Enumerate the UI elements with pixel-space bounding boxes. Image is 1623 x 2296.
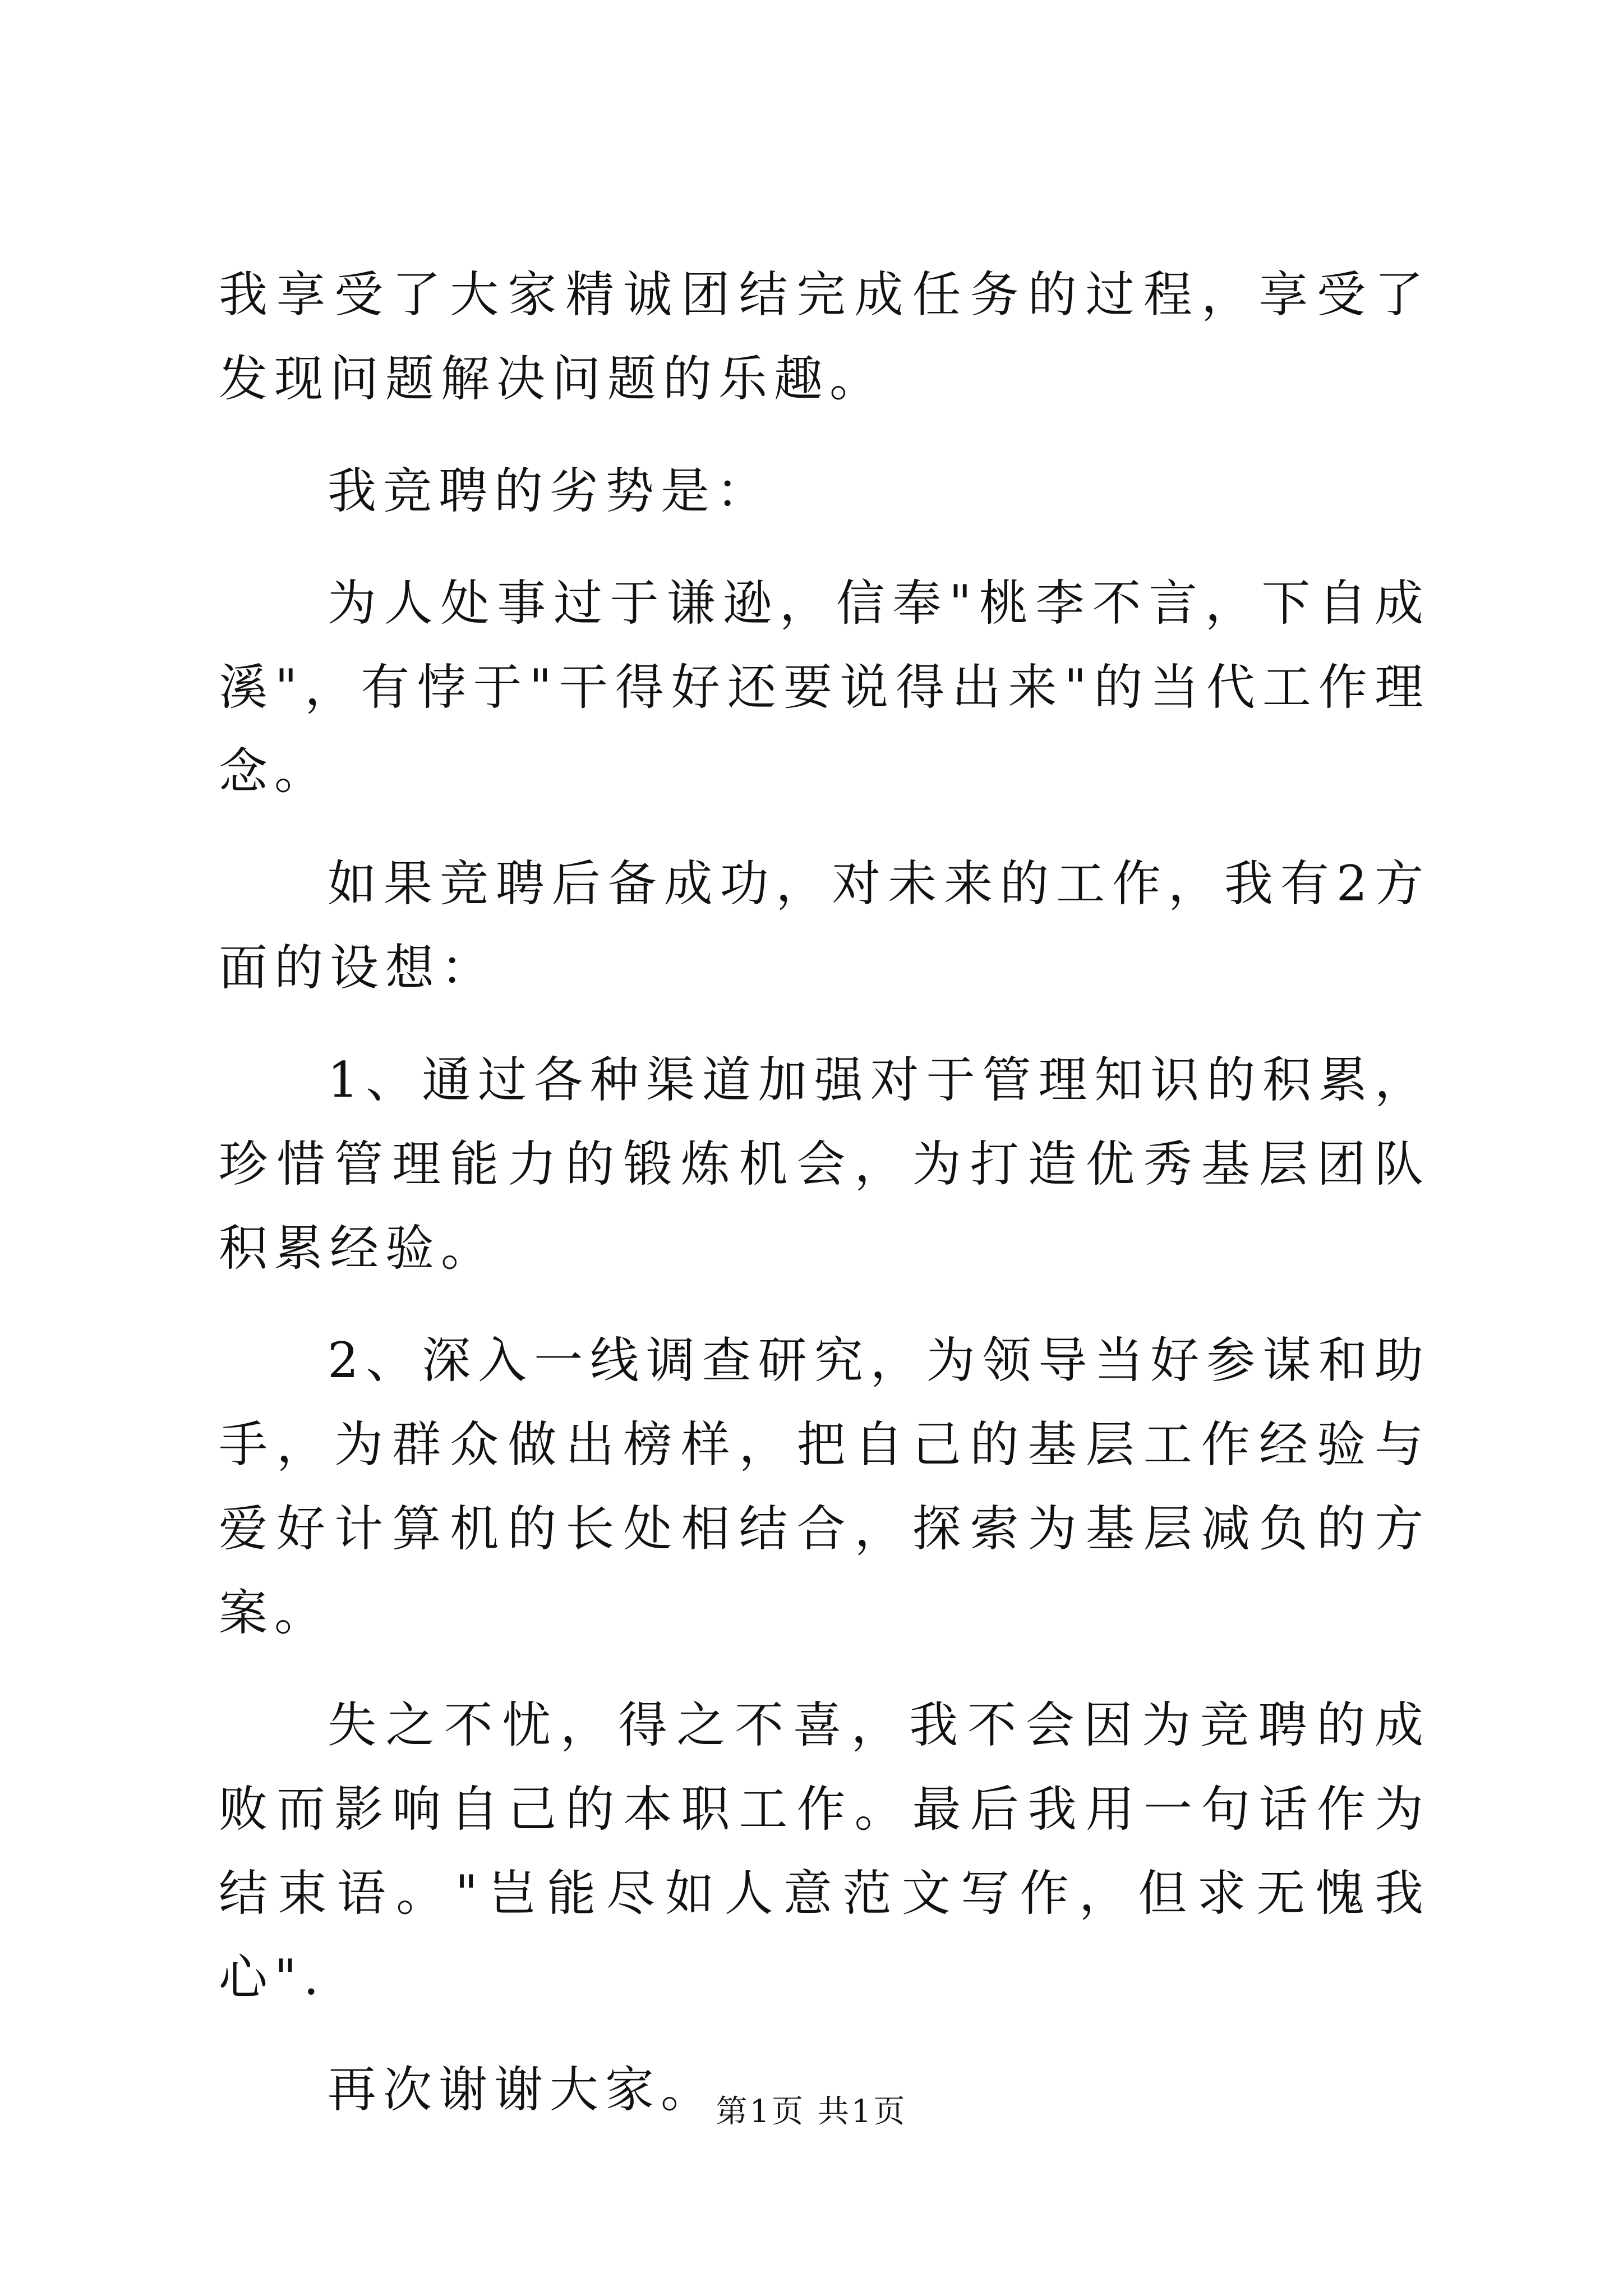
paragraph-4: 如果竞聘后备成功，对未来的工作，我有2方面的设想： (219, 855, 1430, 996)
paragraph-3: 为人处事过于谦逊，信奉"桃李不言，下自成溪"，有悖于"干得好还要说得出来"的当代工作理念。 (219, 574, 1430, 800)
paragraph-8: 再次谢谢大家。 (328, 2061, 716, 2118)
paragraph-6: 2、深入一线调查研究，为领导当好参谋和助手，为群众做出榜样，把自己的基层工作经验与爱好计算机的长处相结合，探索为基层减负的方案。 (219, 1332, 1430, 1641)
paragraph-5: 1、通过各种渠道加强对于管理知识的积累，珍惜管理能力的锻炼机会，为打造优秀基层团队积累经验。 (219, 1051, 1430, 1277)
paragraph-1: 我享受了大家精诚团结完成任务的过程，享受了发现问题解决问题的乐趣。 (219, 266, 1430, 407)
document-body (219, 252, 1430, 2160)
paragraph-7: 失之不忧，得之不喜，我不会因为竞聘的成败而影响自己的本职工作。最后我用一句话作为结束语。"岂能尽如人意范文写作，但求无愧我心". (219, 1696, 1430, 2006)
page-footer: 第1页 共1页 (716, 2093, 907, 2130)
paragraph-2: 我竞聘的劣势是： (328, 462, 772, 519)
